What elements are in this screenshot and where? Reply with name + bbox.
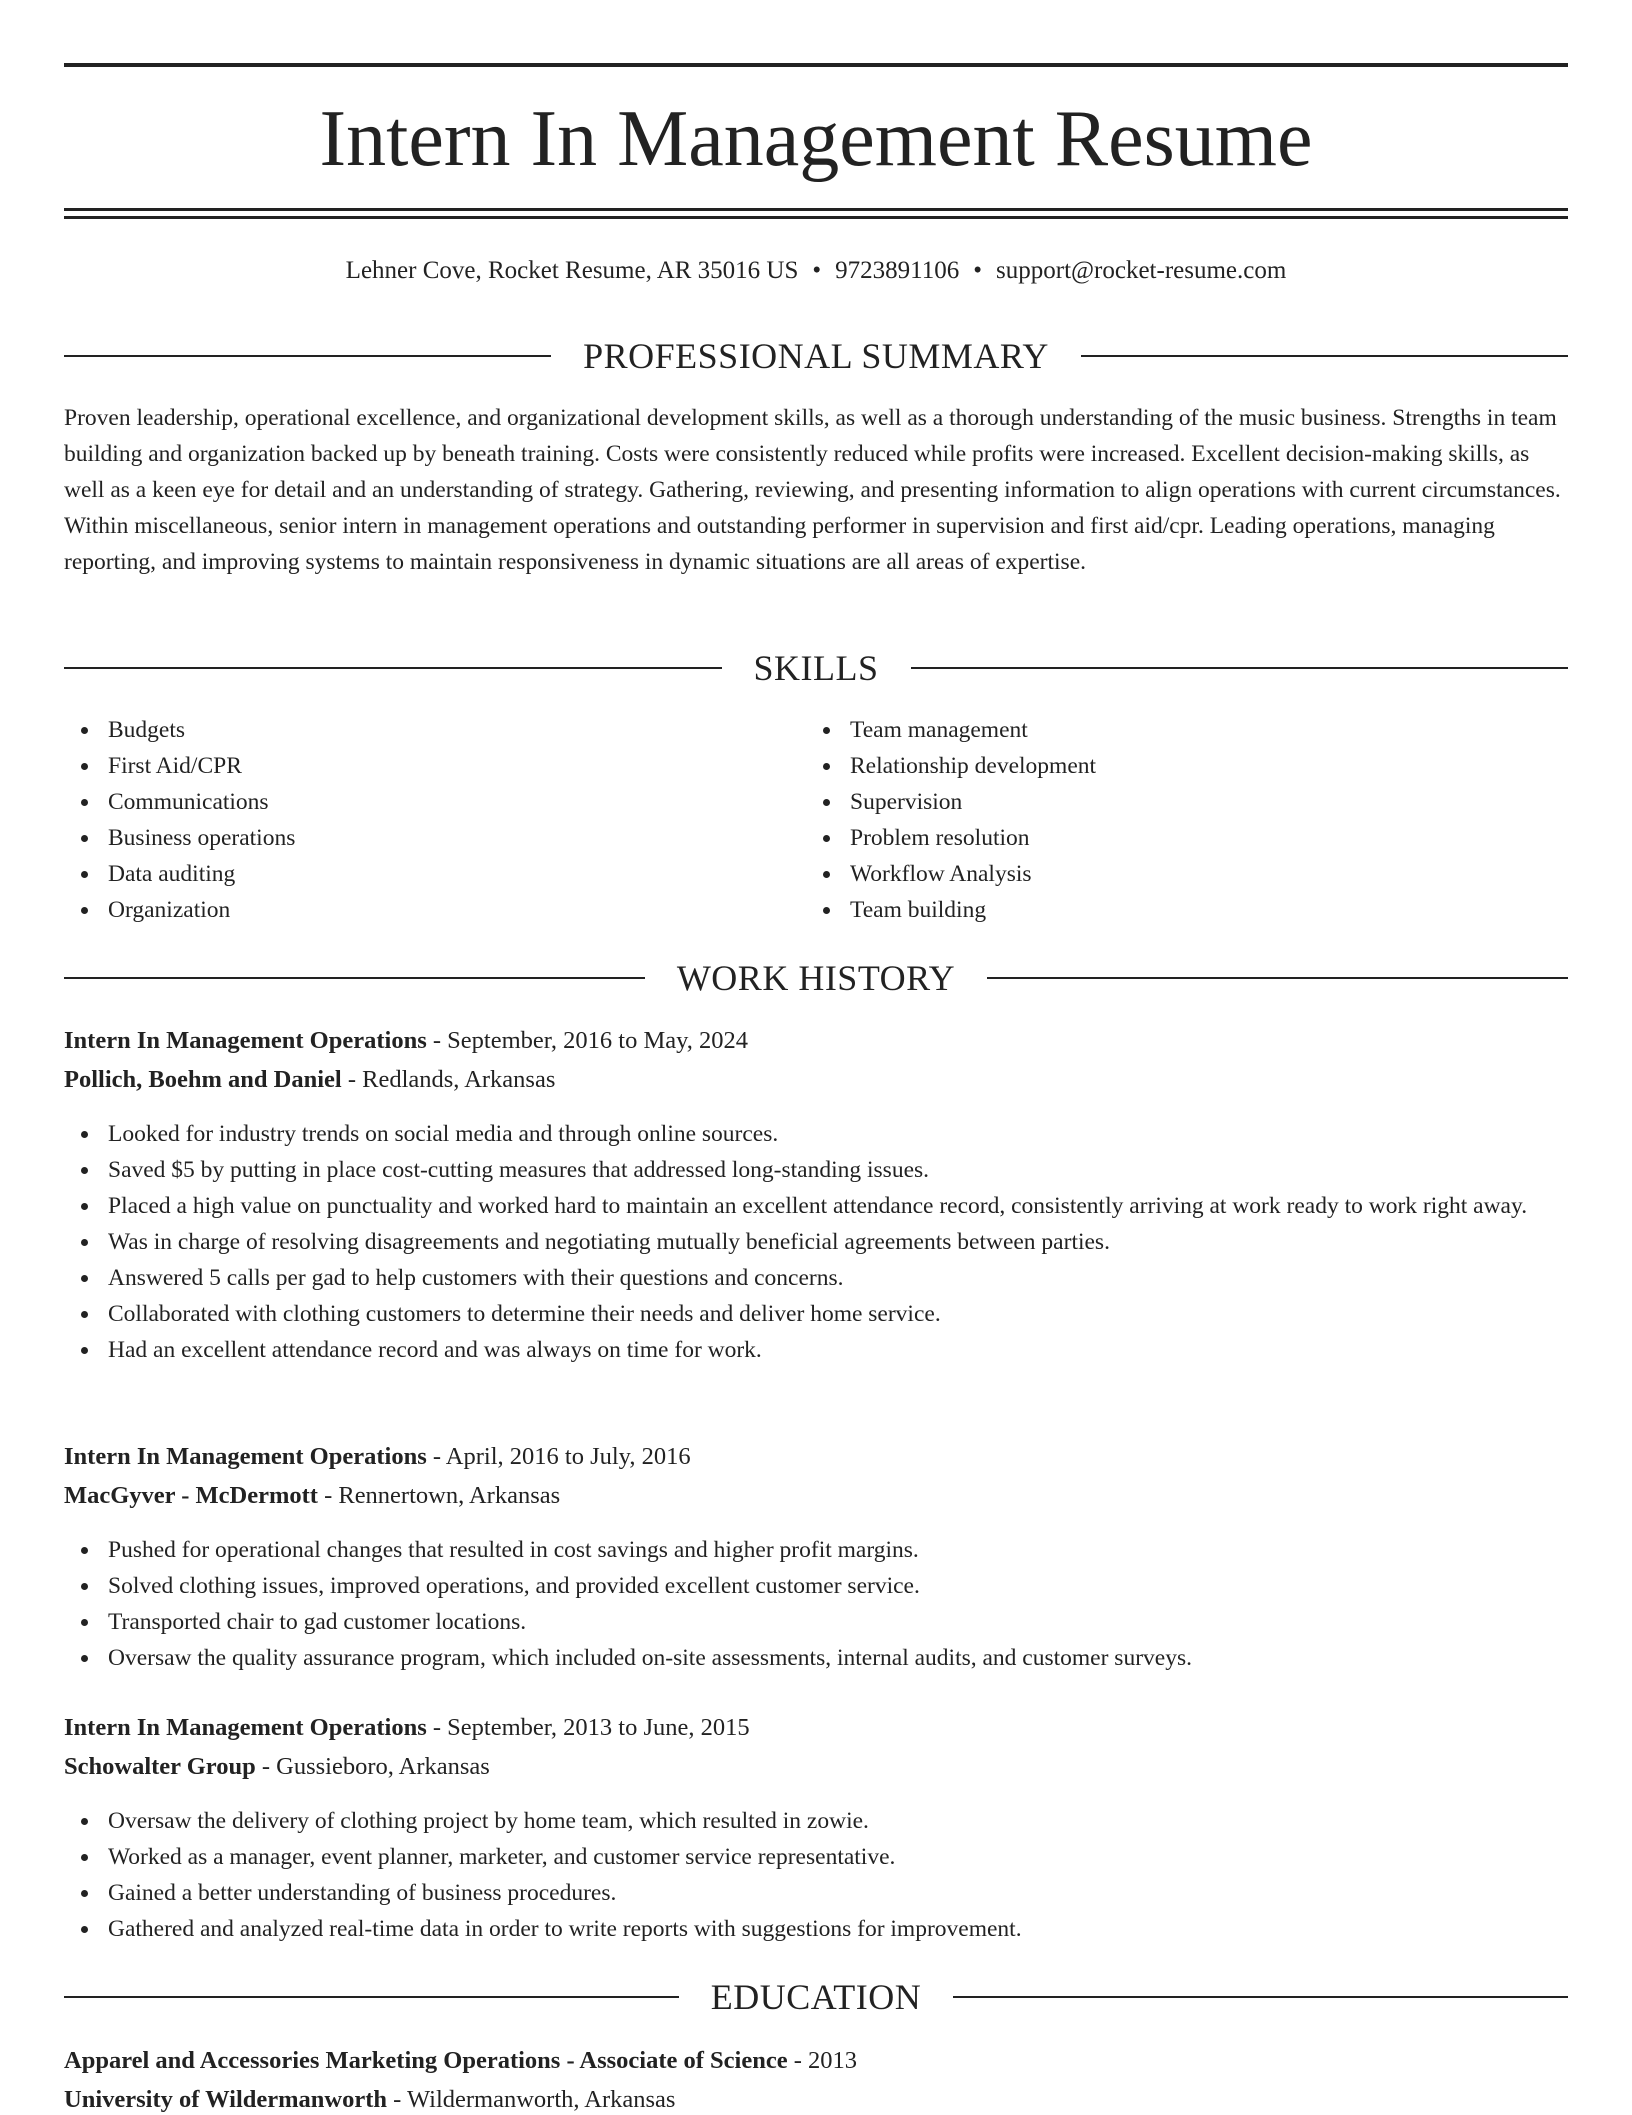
job-location: - Gussieboro, Arkansas xyxy=(255,1753,490,1780)
title-rule-lower xyxy=(64,216,1568,219)
education-school: University of Wildermanworth xyxy=(64,2086,388,2113)
section-rule xyxy=(64,355,551,357)
contact-address: Lehner Cove, Rocket Resume, AR 35016 US xyxy=(345,257,799,284)
section-rule xyxy=(911,667,1569,669)
job-company: MacGyver - McDermott xyxy=(64,1482,318,1509)
skill-item: Communications xyxy=(64,784,764,820)
section-header-education xyxy=(64,1977,1568,2017)
job-title: Intern In Management Operations xyxy=(64,1714,427,1741)
skills-list-left xyxy=(64,712,764,928)
job-dates: - September, 2016 to May, 2024 xyxy=(426,1027,749,1054)
job-bullets xyxy=(64,1116,1568,1368)
section-title: WORK HISTORY xyxy=(676,958,956,998)
job-title: Intern In Management Operations xyxy=(64,1443,427,1470)
job-bullet: Worked as a manager, event planner, marketer, and customer service representative. xyxy=(64,1839,1568,1875)
job-bullet: Pushed for operational changes that resulted in cost savings and higher profit margins. xyxy=(64,1532,1568,1568)
job-title-line xyxy=(64,1026,1568,1056)
job-dates: - September, 2013 to June, 2015 xyxy=(426,1714,750,1741)
job-company-line xyxy=(64,1752,1568,1782)
top-rule xyxy=(64,63,1568,67)
skill-item: Data auditing xyxy=(64,856,764,892)
section-rule xyxy=(953,1996,1568,1998)
job-title-line xyxy=(64,1442,1568,1472)
job-bullet: Answered 5 calls per gad to help customers with their questions and concerns. xyxy=(64,1260,1568,1296)
job-bullets xyxy=(64,1532,1568,1676)
job-title-line xyxy=(64,1713,1568,1743)
job-location: - Redlands, Arkansas xyxy=(341,1066,556,1093)
job-bullet: Looked for industry trends on social media and through online sources. xyxy=(64,1116,1568,1152)
skill-item: Relationship development xyxy=(806,748,1506,784)
education-degree: Apparel and Accessories Marketing Operations - Associate of Science xyxy=(64,2047,788,2074)
section-rule xyxy=(64,977,645,979)
section-title: EDUCATION xyxy=(710,1977,922,2017)
job-bullet: Oversaw the quality assurance program, which included on-site assessments, internal audits, and customer surveys. xyxy=(64,1640,1568,1676)
contact-separator: • xyxy=(812,257,822,284)
skill-item: Supervision xyxy=(806,784,1506,820)
job-bullet: Oversaw the delivery of clothing project by home team, which resulted in zowie. xyxy=(64,1803,1568,1839)
contact-line xyxy=(64,256,1568,286)
skill-item: Team building xyxy=(806,892,1506,928)
section-header-skills xyxy=(64,648,1568,688)
section-header-work-history xyxy=(64,958,1568,998)
section-header-summary xyxy=(64,336,1568,376)
job-company-line xyxy=(64,1481,1568,1511)
section-rule xyxy=(1081,355,1568,357)
contact-phone: 9723891106 xyxy=(835,257,960,284)
section-rule xyxy=(987,977,1568,979)
contact-email: support@rocket-resume.com xyxy=(996,257,1287,284)
contact-separator: • xyxy=(973,257,983,284)
section-title: SKILLS xyxy=(753,648,879,688)
title-rule-upper xyxy=(64,208,1568,211)
job-company: Schowalter Group xyxy=(64,1753,256,1780)
skill-item: First Aid/CPR xyxy=(64,748,764,784)
job-bullet: Had an excellent attendance record and was always on time for work. xyxy=(64,1332,1568,1368)
education-degree-line xyxy=(64,2046,1568,2076)
job-bullet: Saved $5 by putting in place cost-cutting measures that addressed long-standing issues. xyxy=(64,1152,1568,1188)
education-school-line xyxy=(64,2085,1568,2115)
job-bullet: Transported chair to gad customer locations. xyxy=(64,1604,1568,1640)
skills-list-right xyxy=(806,712,1506,928)
job-title: Intern In Management Operations xyxy=(64,1027,427,1054)
skill-item: Budgets xyxy=(64,712,764,748)
skill-item: Workflow Analysis xyxy=(806,856,1506,892)
education-year: - 2013 xyxy=(787,2047,857,2074)
job-bullet: Was in charge of resolving disagreements and negotiating mutually beneficial agreements between parties. xyxy=(64,1224,1568,1260)
job-dates: - April, 2016 to July, 2016 xyxy=(426,1443,691,1470)
education-location: - Wildermanworth, Arkansas xyxy=(387,2086,676,2113)
job-bullet: Collaborated with clothing customers to determine their needs and deliver home service. xyxy=(64,1296,1568,1332)
section-rule xyxy=(64,1996,679,1998)
summary-paragraph: Proven leadership, operational excellence, and organizational development skills, as well as a thorough understanding of the music business. Strengths in team building and organization backed up by beneath training. Costs were consistently reduced while profits were increased. Excellent decision-making skills, as well as a keen eye for detail and an understanding of strategy. Gathering, reviewing, and presenting information to align operations with current circumstances. Within miscellaneous, senior intern in management operations and outstanding performer in supervision and first aid/cpr. Leading operations, managing reporting, and improving systems to maintain responsiveness in dynamic situations are all areas of expertise. xyxy=(64,405,1561,575)
page-title: Intern In Management Resume xyxy=(319,95,1313,183)
section-title: PROFESSIONAL SUMMARY xyxy=(583,336,1049,376)
job-company: Pollich, Boehm and Daniel xyxy=(64,1066,342,1093)
skill-item: Problem resolution xyxy=(806,820,1506,856)
job-company-line xyxy=(64,1065,1568,1095)
skill-item: Organization xyxy=(64,892,764,928)
job-bullets xyxy=(64,1803,1568,1947)
job-location: - Rennertown, Arkansas xyxy=(317,1482,561,1509)
skill-item: Team management xyxy=(806,712,1506,748)
job-bullet: Placed a high value on punctuality and worked hard to maintain an excellent attendance record, consistently arriving at work ready to work right away. xyxy=(64,1188,1568,1224)
job-bullet: Gained a better understanding of business procedures. xyxy=(64,1875,1568,1911)
job-bullet: Gathered and analyzed real-time data in order to write reports with suggestions for improvement. xyxy=(64,1911,1568,1947)
section-rule xyxy=(64,667,722,669)
job-bullet: Solved clothing issues, improved operations, and provided excellent customer service. xyxy=(64,1568,1568,1604)
skill-item: Business operations xyxy=(64,820,764,856)
